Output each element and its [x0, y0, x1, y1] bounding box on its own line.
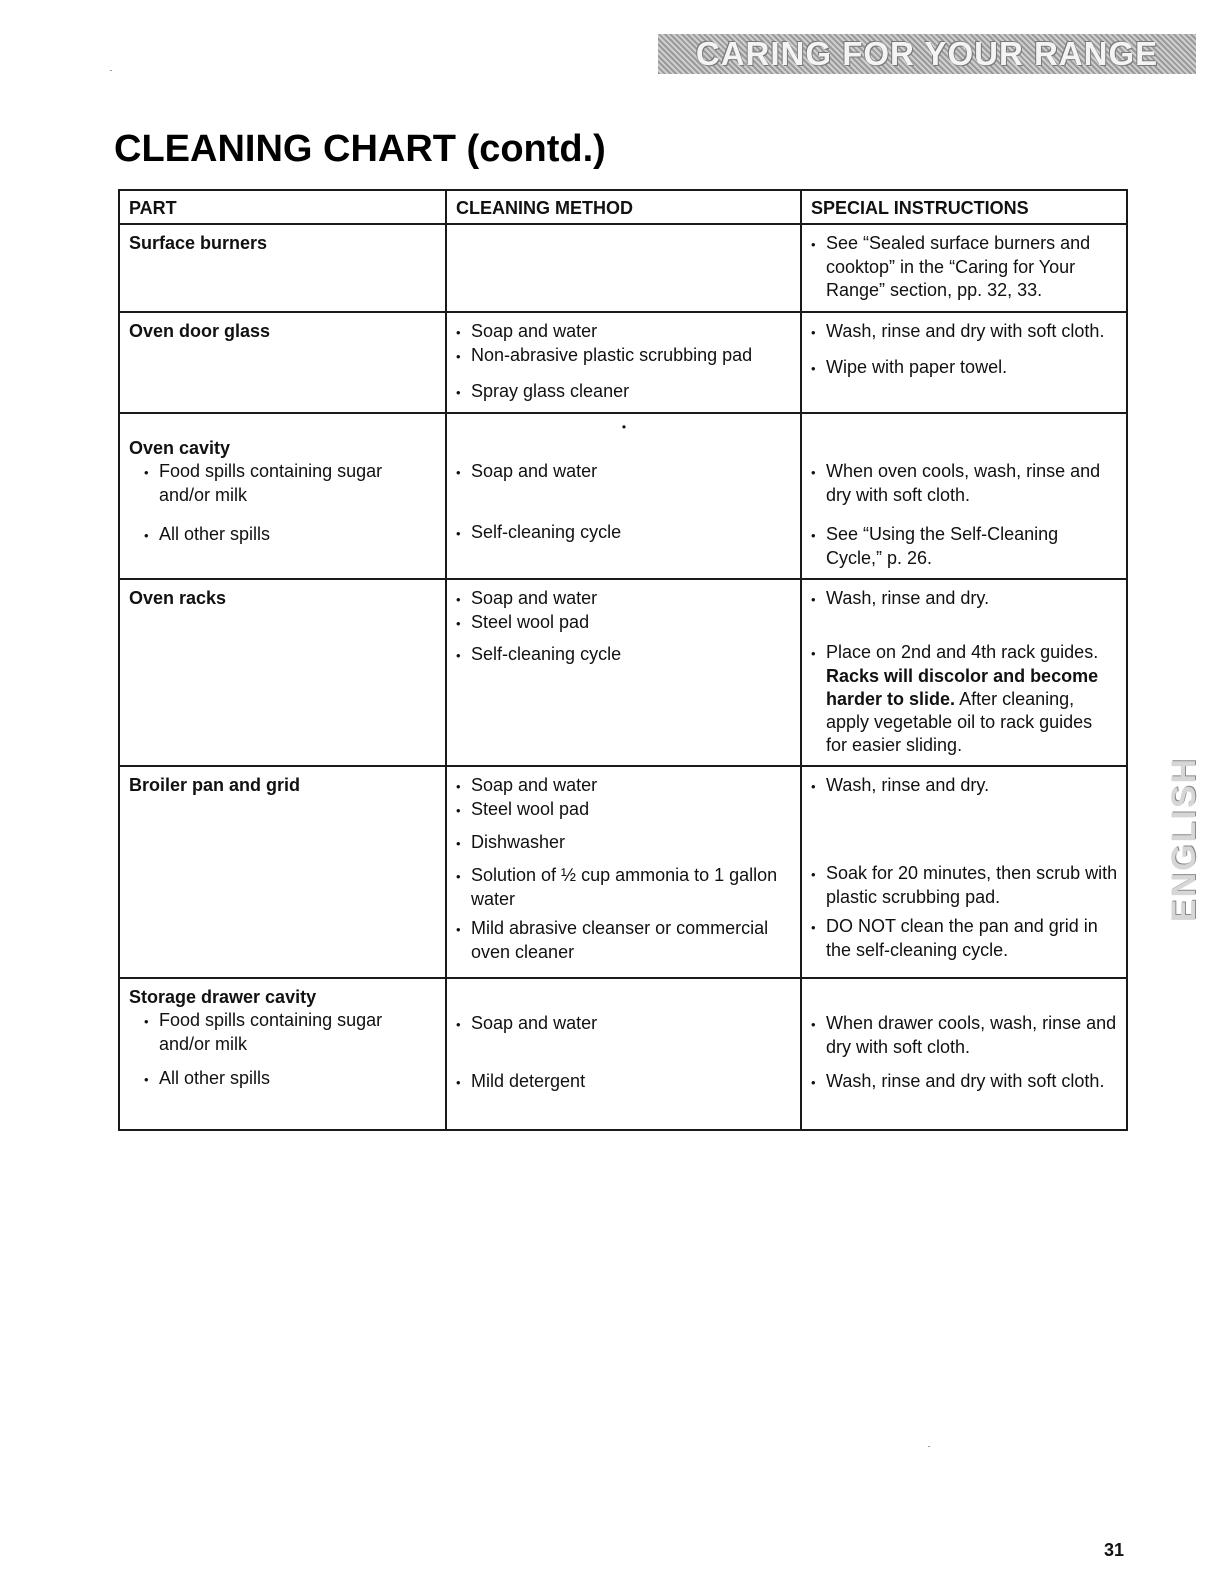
- section-banner-text: CARING FOR YOUR RANGE: [695, 35, 1159, 72]
- instruction-item: • See “Using the Self-Cleaning Cycle,” p. 26.: [811, 523, 1118, 570]
- method-item: • Self-cleaning cycle: [456, 643, 792, 667]
- instruction-item: • Wash, rinse and dry with soft cloth.: [811, 320, 1118, 344]
- part-cell: [119, 766, 446, 978]
- method-item: • Mild detergent: [456, 1070, 792, 1094]
- table-row: [119, 413, 1127, 579]
- instruction-item: • Wash, rinse and dry with soft cloth.: [811, 1070, 1118, 1094]
- instruction-item: • DO NOT clean the pan and grid in the self-cleaning cycle.: [811, 915, 1118, 962]
- method-item: • Non-abrasive plastic scrubbing pad: [456, 344, 792, 368]
- method-cell: [446, 312, 801, 413]
- table-row: [119, 766, 1127, 978]
- method-item: • Spray glass cleaner: [456, 380, 792, 404]
- method-item: • Soap and water: [456, 1012, 792, 1036]
- sub-item: • All other spills: [129, 1067, 437, 1091]
- instructions-cell: [801, 766, 1127, 978]
- part-name: Oven door glass: [129, 321, 271, 341]
- part-name: Oven racks: [129, 588, 227, 608]
- instructions-cell: [801, 978, 1127, 1130]
- scan-speck: [110, 70, 112, 71]
- part-cell: [119, 312, 446, 413]
- cleaning-chart-table: [118, 189, 1128, 1131]
- part-cell: [119, 413, 446, 579]
- method-cell: [446, 978, 801, 1130]
- method-item: • Self-cleaning cycle: [456, 521, 792, 545]
- sub-item: • Food spills containing sugar and/or milk: [129, 460, 437, 507]
- part-name: Storage drawer cavity: [129, 987, 317, 1007]
- sub-item: • Food spills containing sugar and/or milk: [129, 1009, 437, 1056]
- method-item: • Soap and water: [456, 320, 792, 344]
- method-cell: [446, 413, 801, 579]
- column-header-special-instructions: SPECIAL INSTRUCTIONS: [801, 190, 1127, 224]
- instructions-cell: [801, 224, 1127, 312]
- language-side-tab-text: ENGLISH: [1165, 756, 1204, 922]
- instruction-item: • Wash, rinse and dry.: [811, 587, 1118, 611]
- method-item: • Steel wool pad: [456, 611, 792, 635]
- instruction-item: • Wipe with paper towel.: [811, 356, 1118, 380]
- method-item: • Soap and water: [456, 587, 792, 611]
- column-header-part: PART: [119, 190, 446, 224]
- language-side-tab: [1165, 730, 1204, 948]
- method-item: • Soap and water: [456, 774, 792, 798]
- instruction-item: • When oven cools, wash, rinse and dry with soft cloth.: [811, 460, 1118, 507]
- instruction-item: • Soak for 20 minutes, then scrub with plastic scrubbing pad.: [811, 862, 1118, 909]
- table-row: [119, 579, 1127, 766]
- table-row: [119, 312, 1127, 413]
- method-item: • Soap and water: [456, 460, 792, 484]
- table-row: [119, 978, 1127, 1130]
- instruction-item: • Wash, rinse and dry.: [811, 774, 1118, 798]
- page-title: CLEANING CHART (contd.): [114, 128, 606, 170]
- method-cell: [446, 579, 801, 766]
- stray-dot: •: [621, 420, 627, 434]
- instruction-text: Place on 2nd and 4th rack guides.: [826, 642, 1099, 662]
- instruction-text: After cleaning, apply vegetable oil to rack guides for easier sliding.: [826, 689, 1093, 755]
- part-name: Surface burners: [129, 233, 268, 253]
- part-name: Broiler pan and grid: [129, 775, 301, 795]
- instructions-cell: [801, 579, 1127, 766]
- scan-speck: [928, 1446, 930, 1447]
- part-cell: [119, 579, 446, 766]
- instruction-item: • See “Sealed surface burners and cooktop” in the “Caring for Your Range” section, pp. 32, 33.: [811, 232, 1118, 302]
- table-row: [119, 224, 1127, 312]
- instruction-item: [811, 641, 1118, 757]
- part-cell: [119, 978, 446, 1130]
- instruction-warning: Racks will discolor and become harder to slide.: [826, 666, 1099, 709]
- part-cell: [119, 224, 446, 312]
- method-cell: [446, 766, 801, 978]
- instructions-cell: [801, 413, 1127, 579]
- page-number: 31: [1104, 1540, 1125, 1560]
- table-header-row: [119, 190, 1127, 224]
- part-name: Oven cavity: [129, 438, 231, 458]
- method-item: • Solution of ½ cup ammonia to 1 gallon water: [456, 864, 792, 911]
- sub-item: • All other spills: [129, 523, 437, 547]
- method-cell: [446, 224, 801, 312]
- method-item: • Steel wool pad: [456, 798, 792, 822]
- section-banner: [658, 34, 1196, 74]
- instructions-cell: [801, 312, 1127, 413]
- instruction-item: • When drawer cools, wash, rinse and dry with soft cloth.: [811, 1012, 1118, 1059]
- method-item: • Dishwasher: [456, 831, 792, 855]
- column-header-cleaning-method: CLEANING METHOD: [446, 190, 801, 224]
- method-item: • Mild abrasive cleanser or commercial oven cleaner: [456, 917, 792, 964]
